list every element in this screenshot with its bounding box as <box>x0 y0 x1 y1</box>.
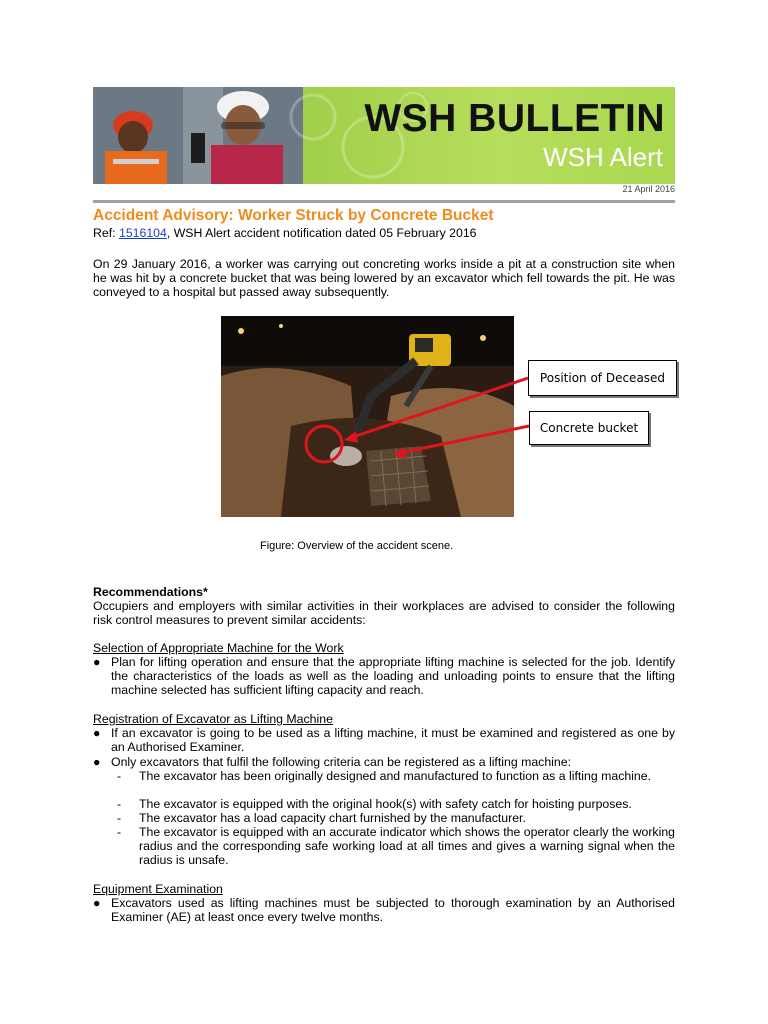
list-item-text: Plan for lifting operation and ensure that the appropriate lifting machine is selected for the job. Identify the characteristics of the loads as well as the loading and unloading points to ensure that the lifting machine selected has sufficient lifting capacity and reach. <box>111 655 675 697</box>
banner-subtitle: WSH Alert <box>543 142 663 172</box>
bulletin-banner <box>93 87 675 184</box>
list-item <box>93 726 675 754</box>
publish-date: 21 April 2016 <box>622 184 675 194</box>
banner-title: WSH BULLETIN <box>364 97 665 140</box>
recommendations-heading: Recommendations* <box>93 585 208 599</box>
accident-scene-photo <box>221 316 514 517</box>
figure-caption: Figure: Overview of the accident scene. <box>260 540 454 552</box>
bullet-icon: ● <box>93 896 101 910</box>
section-heading-machine-selection: Selection of Appropriate Machine for the Work <box>93 641 344 655</box>
dash-icon: - <box>117 797 122 811</box>
list-item <box>93 655 675 697</box>
list-item-text: Only excavators that fulfil the following criteria can be registered as a lifting machine: <box>111 755 571 769</box>
list-item <box>93 896 675 924</box>
list-item-text: Excavators used as lifting machines must be subjected to thorough examination by an Authorised Examiner (AE) at least once every twelve months. <box>111 896 675 924</box>
callout-concrete-bucket: Concrete bucket <box>529 411 649 445</box>
recommendations-intro: Occupiers and employers with similar activities in their workplaces are advised to consider the following risk control measures to prevent similar accidents: <box>93 599 675 627</box>
callout-position-of-deceased: Position of Deceased <box>528 360 677 396</box>
reference-line <box>93 226 477 240</box>
incident-description: On 29 January 2016, a worker was carrying out concreting works inside a pit at a construction site when he was hit by a concrete bucket that was being lowered by an excavator which fell towards the pit. He was conveyed to a hospital but passed away subsequently. <box>93 257 675 299</box>
sub-list-item-text: The excavator has been originally designed and manufactured to function as a lifting machine. <box>139 769 652 783</box>
reference-prefix: Ref: <box>93 226 119 240</box>
sub-list-item-text: The excavator has a load capacity chart furnished by the manufacturer. <box>139 811 526 825</box>
section-heading-equipment-examination: Equipment Examination <box>93 882 223 896</box>
bullet-icon: ● <box>93 755 101 769</box>
dash-icon: - <box>117 811 122 825</box>
bullet-icon: ● <box>93 726 101 740</box>
sub-list-item-text: The excavator is equipped with an accurate indicator which shows the operator clearly the working radius and the corresponding safe working load at all times and gives a warning signal when the radius is unsafe. <box>139 825 675 867</box>
sub-list-item-text: The excavator is equipped with the original hook(s) with safety catch for hoisting purposes. <box>139 797 632 811</box>
reference-link[interactable]: 1516104 <box>118 226 167 240</box>
section-heading-excavator-registration: Registration of Excavator as Lifting Machine <box>93 712 333 726</box>
header-divider <box>93 200 675 203</box>
list-item <box>93 755 675 769</box>
page-title: Accident Advisory: Worker Struck by Concrete Bucket <box>93 207 494 224</box>
reference-suffix: , WSH Alert accident notification dated 05 February 2016 <box>166 226 477 240</box>
bullet-icon: ● <box>93 655 101 669</box>
banner-workers-photo <box>93 87 303 184</box>
dash-icon: - <box>117 769 122 783</box>
list-item-text: If an excavator is going to be used as a lifting machine, it must be examined and registered as one by an Authorised Examiner. <box>111 726 675 754</box>
dash-icon: - <box>117 825 122 839</box>
